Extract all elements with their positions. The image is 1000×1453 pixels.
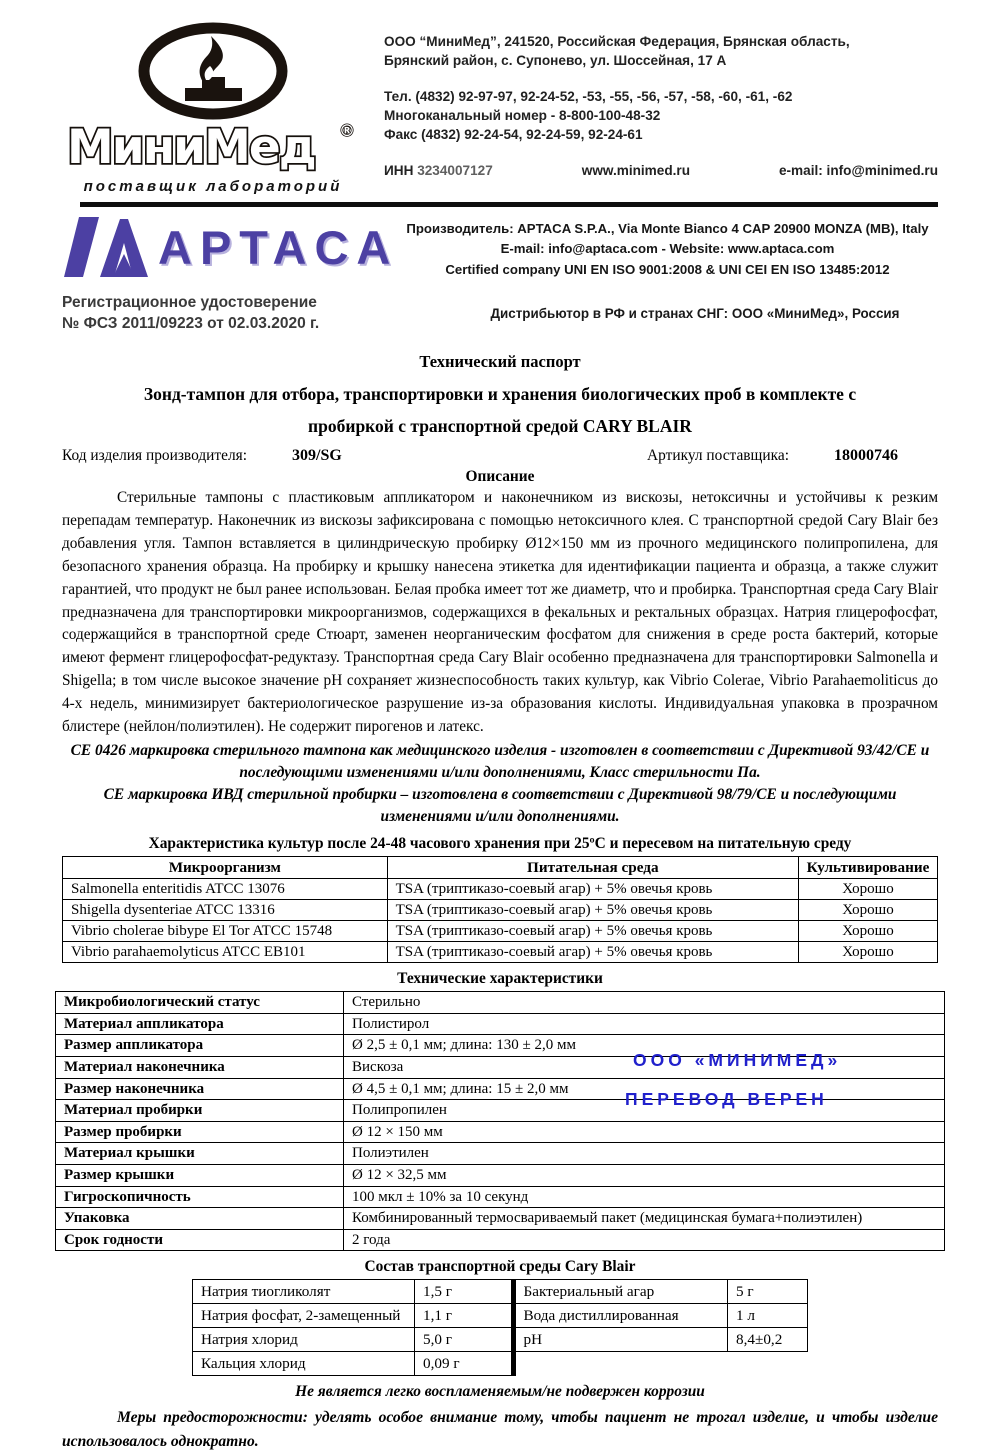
phone-line: Тел. (4832) 92-97-97, 92-24-52, -53, -55, -56, -57, -58, -60, -61, -62 bbox=[384, 89, 793, 105]
table-row bbox=[193, 1352, 511, 1376]
product-title-line-1: Зонд-тампон для отбора, транспортировки и хранения биологических проб в комплекте с bbox=[143, 384, 857, 405]
minimed-brand-block bbox=[62, 24, 364, 195]
fax-line: Факс (4832) 92-24-54, 92-24-59, 92-24-61 bbox=[384, 127, 643, 143]
table-row bbox=[56, 1143, 945, 1165]
tech-value: Ø 4,5 ± 0,1 мм; длина: 15 ± 2,0 мм bbox=[344, 1078, 945, 1100]
ingredient-name: Вода дистиллированная bbox=[516, 1304, 728, 1328]
tech-value: Полиэтилен bbox=[344, 1143, 945, 1165]
ingredient-qty: 1,1 г bbox=[415, 1304, 511, 1328]
cell-cultivation: Хорошо bbox=[798, 921, 937, 942]
composition-tables bbox=[62, 1279, 938, 1376]
table-row bbox=[516, 1280, 808, 1304]
inn-label: ИНН 3234007127 bbox=[384, 163, 493, 179]
cell-medium: TSA (триптиказо-соевый агар) + 5% овечья кровь bbox=[387, 921, 798, 942]
tech-label: Материал аппликатора bbox=[56, 1013, 344, 1035]
tech-label: Размер наконечника bbox=[56, 1078, 344, 1100]
composition-left-table bbox=[192, 1279, 511, 1376]
composition-caption: Состав транспортной среды Cary Blair bbox=[364, 1258, 636, 1276]
tech-label: Упаковка bbox=[56, 1208, 344, 1230]
tech-label: Микробиологический статус bbox=[56, 992, 344, 1014]
tech-value: Ø 12 × 150 мм bbox=[344, 1121, 945, 1143]
registration-block bbox=[62, 293, 938, 335]
cell-cultivation: Хорошо bbox=[798, 879, 937, 900]
table-row bbox=[516, 1328, 808, 1352]
table-row bbox=[63, 879, 938, 900]
description-paragraph: Стерильные тампоны с пластиковым аппликатором и наконечником из вискозы, нетоксичны и устойчивы к резким перепадам температур. Наконечник из вискозы зафиксирована с помощью нетоксичного клея. С транспортной средой Cary Blair без добавления угля. Тампон вставляется в цилиндрическую пробирку Ø12×150 мм из прочного медицинского полипропилена, для безопасного хранения образца. На пробирку и крышку нанесена этикетка для идентификации пациента и образца, а также служит гарантией, что продукт не был ранее использован. Белая пробка имеет тот же диаметр, что и пробирка. Транспортная среда Cary Blair предназначена для транспортировки микроорганизмов, содержащихся в фекальных и ректальных образцах. Натрия глицерофосфат, содержащийся в транспортной среде Стюарт, заменен неорганическим фосфатом для снижения в среде роста бактерий, которые имеют фермент глицерофосфат-редуктазу. Транспортная среда Cary Blair особенно предназначена для транспортировки Salmonella и Shigella; в том числе высокое значение pH сохраняет жизнеспособность таких культур, как Vibrio Colerae, Vibrio Parahaemoliticus до 4-х недель, минимизирует бактериологическое разрушение из-за образования кислоты. Индивидуальная упаковка в прозрачном блистере (нейлон/полиэтилен). Не содержит пирогенов и латекс. bbox=[62, 489, 938, 735]
manufacturer-block bbox=[62, 216, 938, 280]
tech-table-wrap bbox=[55, 991, 945, 1251]
cell-medium: TSA (триптиказо-соевый агар) + 5% овечья кровь bbox=[387, 879, 798, 900]
tech-label: Размер крышки bbox=[56, 1164, 344, 1186]
description-heading: Описание bbox=[465, 468, 535, 486]
cultures-table-caption: Характеристика культур после 24-48 часового хранения при 25ºС и пересевом на питательную среду bbox=[148, 835, 852, 853]
cultures-header-row bbox=[63, 857, 938, 879]
tech-value: Полистирол bbox=[344, 1013, 945, 1035]
cell-microorganism: Salmonella enteritidis ATCC 13076 bbox=[63, 879, 388, 900]
cell-microorganism: Shigella dysenteriae ATCC 13316 bbox=[63, 900, 388, 921]
ingredient-name: Натрия хлорид bbox=[193, 1328, 415, 1352]
tech-label: Материал крышки bbox=[56, 1143, 344, 1165]
col-header-cultivation: Культивирование bbox=[798, 857, 937, 879]
manufacturer-code-value: 309/SG bbox=[292, 447, 342, 465]
tech-value: Вискоза bbox=[344, 1056, 945, 1078]
tech-value: Полипропилен bbox=[344, 1100, 945, 1122]
product-title bbox=[62, 379, 938, 442]
table-row bbox=[63, 921, 938, 942]
ingredient-name: Кальция хлорид bbox=[193, 1352, 415, 1376]
tech-value: Комбинированный термосвариваемый пакет (медицинская бумага+полиэтилен) bbox=[344, 1208, 945, 1230]
supplier-article-value: 18000746 bbox=[834, 447, 898, 465]
tech-table bbox=[55, 991, 945, 1251]
cell-microorganism: Vibrio parahaemolyticus ATCC EB101 bbox=[63, 942, 388, 963]
address-line-2: Брянский район, с. Супонево, ул. Шоссейная, 17 А bbox=[384, 53, 727, 69]
ingredient-name: Бактериальный агар bbox=[516, 1280, 728, 1304]
manufacturer-info bbox=[397, 216, 938, 280]
ingredient-name: Натрия тиогликолят bbox=[193, 1280, 415, 1304]
email-link[interactable]: e-mail: info@minimed.ru bbox=[778, 163, 938, 179]
cell-microorganism: Vibrio cholerae bibype El Tor ATCC 15748 bbox=[63, 921, 388, 942]
ce-marking-line-1: СЕ 0426 маркировка стерильного тампона как медицинского изделия - изготовлен в соответствии с Директивой 93/42/СЕ и последующими изменениями и/или дополнениями, Класс стерильности Па. bbox=[70, 741, 930, 781]
tech-label: Размер аппликатора bbox=[56, 1035, 344, 1057]
ingredient-qty: 5,0 г bbox=[415, 1328, 511, 1352]
table-row bbox=[193, 1328, 511, 1352]
cell-cultivation: Хорошо bbox=[798, 942, 937, 963]
tech-value: 2 года bbox=[344, 1229, 945, 1251]
tech-label: Срок годности bbox=[56, 1229, 344, 1251]
header-divider bbox=[80, 202, 938, 207]
ingredient-qty: 1,5 г bbox=[415, 1280, 511, 1304]
tech-label: Размер пробирки bbox=[56, 1121, 344, 1143]
product-codes-row bbox=[62, 447, 938, 465]
minimed-wordmark bbox=[63, 118, 363, 176]
col-header-medium: Питательная среда bbox=[387, 857, 798, 879]
table-row bbox=[56, 1013, 945, 1035]
ingredient-qty: 5 г bbox=[728, 1280, 808, 1304]
table-row bbox=[56, 1229, 945, 1251]
col-header-microorganism: Микроорганизм bbox=[63, 857, 388, 879]
aptaca-logo bbox=[62, 216, 397, 278]
reg-cert-line-2: № ФСЗ 2011/09223 от 02.03.2020 г. bbox=[62, 315, 320, 333]
table-row bbox=[56, 1208, 945, 1230]
reg-cert-line-1: Регистрационное удостоверение bbox=[62, 294, 317, 312]
aptaca-mark-icon bbox=[64, 216, 150, 278]
manufacturer-code-label: Код изделия производителя: bbox=[62, 447, 247, 465]
tech-table-caption: Технические характеристики bbox=[397, 970, 603, 988]
table-row bbox=[193, 1280, 511, 1304]
registration-certificate bbox=[62, 293, 452, 335]
tech-label: Материал пробирки bbox=[56, 1100, 344, 1122]
company-contacts bbox=[384, 24, 938, 195]
cell-cultivation: Хорошо bbox=[798, 900, 937, 921]
document-title: Технический паспорт bbox=[419, 352, 581, 372]
table-row bbox=[63, 900, 938, 921]
ingredient-qty: 0,09 г bbox=[415, 1352, 511, 1376]
manufacturer-line: Производитель: APTACA S.P.A., Via Monte Bianco 4 CAP 20900 MONZA (MB), Italy bbox=[406, 221, 929, 236]
ingredient-qty: 1 л bbox=[728, 1304, 808, 1328]
tech-label: Гигроскопичность bbox=[56, 1186, 344, 1208]
tech-value: Ø 12 × 32,5 мм bbox=[344, 1164, 945, 1186]
ingredient-name: Натрия фосфат, 2-замещенный bbox=[193, 1304, 415, 1328]
tech-value: Стерильно bbox=[344, 992, 945, 1014]
tech-value: 100 мкл ± 10% за 10 секунд bbox=[344, 1186, 945, 1208]
ingredient-qty: 8,4±0,2 bbox=[728, 1328, 808, 1352]
table-row bbox=[193, 1304, 511, 1328]
manufacturer-contacts: E-mail: info@aptaca.com - Website: www.aptaca.com bbox=[500, 241, 835, 257]
minimed-wordmark-text: МиниМед bbox=[67, 120, 315, 175]
composition-right-table bbox=[516, 1279, 809, 1352]
hotline-line: Многоканальный номер - 8-800-100-48-32 bbox=[384, 108, 661, 124]
brand-tagline: поставщик лабораторий bbox=[83, 178, 343, 195]
table-row bbox=[516, 1304, 808, 1328]
aptaca-wordmark: APTACA bbox=[158, 220, 399, 274]
certification-line: Certified company UNI EN ISO 9001:2008 & UNI CEI EN ISO 13485:2012 bbox=[445, 261, 890, 277]
supplier-article-label: Артикул поставщика: bbox=[647, 447, 789, 465]
tech-value: Ø 2,5 ± 0,1 мм; длина: 130 ± 2,0 мм bbox=[344, 1035, 945, 1057]
product-title-line-2: пробиркой с транспортной средой CARY BLAIR bbox=[308, 415, 692, 436]
table-row bbox=[56, 992, 945, 1014]
cultures-table bbox=[62, 856, 938, 963]
table-row bbox=[63, 942, 938, 963]
company-stamp: ООО «МИНИМЕД» bbox=[633, 1050, 842, 1071]
inn-number: 3234007127 bbox=[417, 163, 493, 179]
website-link[interactable]: www.minimed.ru bbox=[581, 163, 691, 179]
ce-marking-line-2: СЕ маркировка ИВД стерильной пробирки – изготовлена в соответствии с Директивой 98/79/СЕ и последующими изменениями и/или дополнениями. bbox=[103, 786, 897, 826]
distributor-line: Дистрибьютор в РФ и странах СНГ: ООО «МиниМед», Россия bbox=[490, 306, 900, 322]
candle-logo-icon bbox=[137, 24, 289, 118]
table-row bbox=[56, 1164, 945, 1186]
tech-label: Материал наконечника bbox=[56, 1056, 344, 1078]
cell-medium: TSA (триптиказо-соевый агар) + 5% овечья кровь bbox=[387, 900, 798, 921]
letterhead bbox=[62, 24, 938, 195]
flammability-note: Не является легко воспламеняемым/не подвержен коррозии bbox=[295, 1383, 705, 1401]
cell-medium: TSA (триптиказо-соевый агар) + 5% овечья кровь bbox=[387, 942, 798, 963]
table-row bbox=[56, 1186, 945, 1208]
registered-mark-icon: ® bbox=[339, 121, 355, 140]
table-row bbox=[56, 1121, 945, 1143]
precautions-paragraph: Меры предосторожности: уделять особое внимание тому, чтобы пациент не трогал изделие, и чтобы изделие использовалось однократно. bbox=[62, 1409, 938, 1450]
address-line-1: ООО “МиниМед”, 241520, Российская Федерация, Брянская область, bbox=[384, 34, 850, 49]
ingredient-name: pH bbox=[516, 1328, 728, 1352]
translation-stamp: ПЕРЕВОД ВЕРЕН bbox=[625, 1089, 828, 1110]
